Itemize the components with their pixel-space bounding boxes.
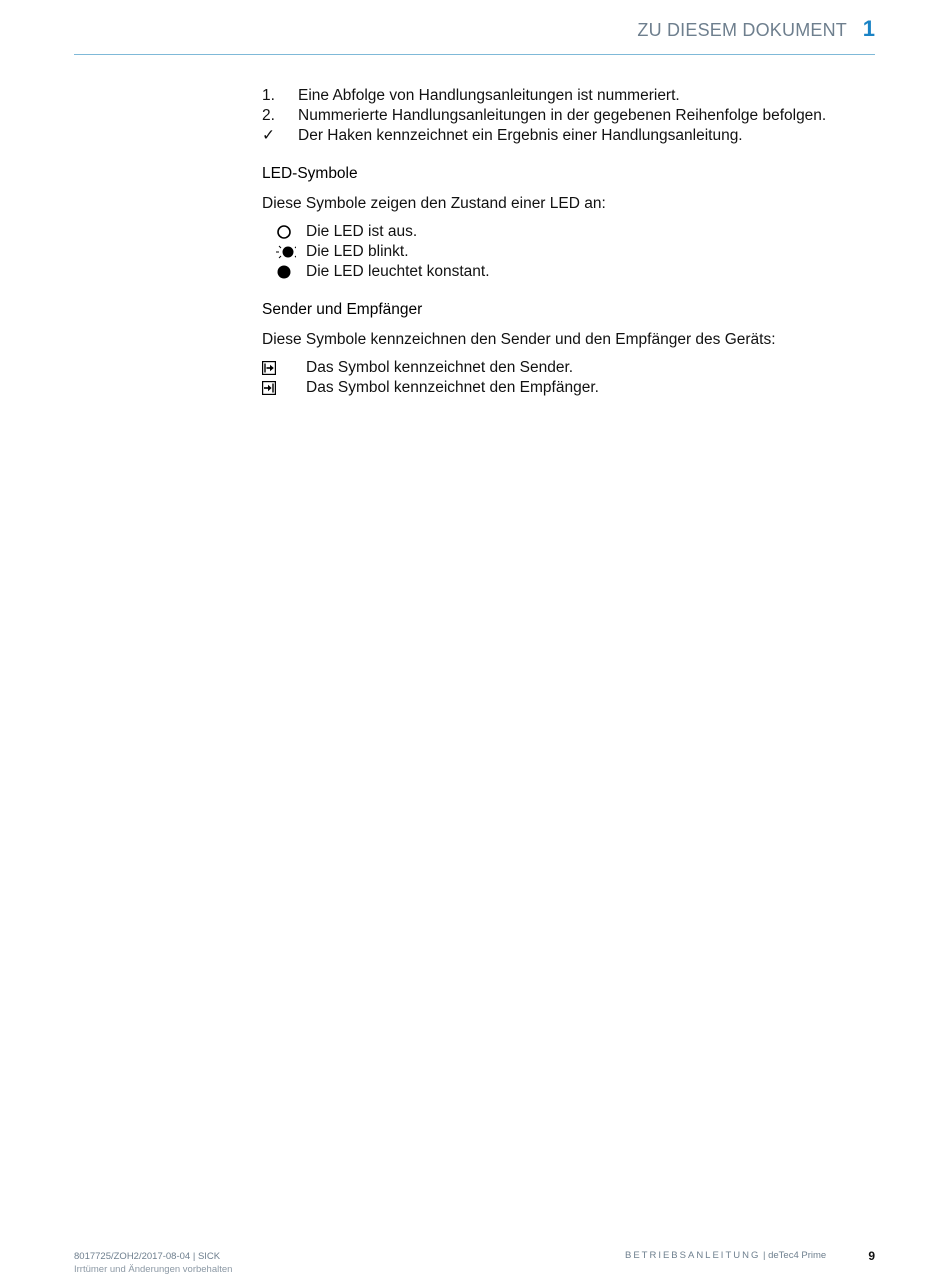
footer-document-info	[74, 1250, 232, 1276]
sender-receiver-list	[262, 358, 862, 398]
disclaimer-text: Irrtümer und Änderungen vorbehalten	[74, 1264, 233, 1275]
header-title: ZU DIESEM DOKUMENT	[637, 20, 847, 40]
sender-receiver-text: Das Symbol kennzeichnet den Empfänger.	[306, 379, 599, 396]
led-symbols-heading: LED-Symbole	[262, 165, 358, 182]
led-symbol-text: Die LED leuchtet konstant.	[306, 263, 490, 280]
led-symbol-list	[262, 222, 862, 282]
led-symbols-intro: Diese Symbole zeigen den Zustand einer LED an:	[262, 195, 606, 212]
led-symbol-text: Die LED ist aus.	[306, 223, 418, 240]
led-on-icon	[276, 264, 292, 280]
led-symbol-item	[262, 222, 862, 242]
step-item	[262, 106, 862, 126]
document-number: 8017725/ZOH2/2017-08-04 | SICK	[74, 1251, 221, 1262]
page-number: 9	[868, 1249, 875, 1263]
sender-receiver-item	[262, 378, 862, 398]
product-name: deTec4 Prime	[768, 1250, 827, 1261]
led-symbol-text: Die LED blinkt.	[306, 243, 409, 260]
footer-separator: |	[760, 1250, 769, 1261]
step-item	[262, 126, 862, 146]
checkmark-icon: ✓	[262, 127, 275, 144]
led-blinking-icon	[272, 244, 296, 260]
led-symbol-item	[262, 242, 862, 262]
sender-receiver-heading: Sender und Empfänger	[262, 301, 423, 318]
step-item	[262, 86, 862, 106]
document-type: BETRIEBSANLEITUNG	[625, 1250, 761, 1261]
sender-receiver-item	[262, 358, 862, 378]
sender-icon	[262, 361, 276, 375]
step-text: Der Haken kennzeichnet ein Ergebnis einer Handlungsanleitung.	[298, 127, 743, 144]
page-header	[74, 0, 875, 55]
sender-receiver-intro: Diese Symbole kennzeichnen den Sender und den Empfänger des Geräts:	[262, 331, 776, 348]
chapter-number: 1	[862, 16, 875, 41]
sender-receiver-text: Das Symbol kennzeichnet den Sender.	[306, 359, 574, 376]
main-content	[262, 86, 862, 398]
led-off-icon	[276, 224, 292, 240]
step-number: 1.	[262, 87, 275, 104]
led-symbol-item	[262, 262, 862, 282]
step-number: 2.	[262, 107, 275, 124]
step-text: Eine Abfolge von Handlungsanleitungen ist nummeriert.	[298, 87, 680, 104]
footer-manual-title	[625, 1250, 826, 1261]
step-text: Nummerierte Handlungsanleitungen in der gegebenen Reihenfolge befolgen.	[298, 107, 827, 124]
receiver-icon	[262, 381, 276, 395]
